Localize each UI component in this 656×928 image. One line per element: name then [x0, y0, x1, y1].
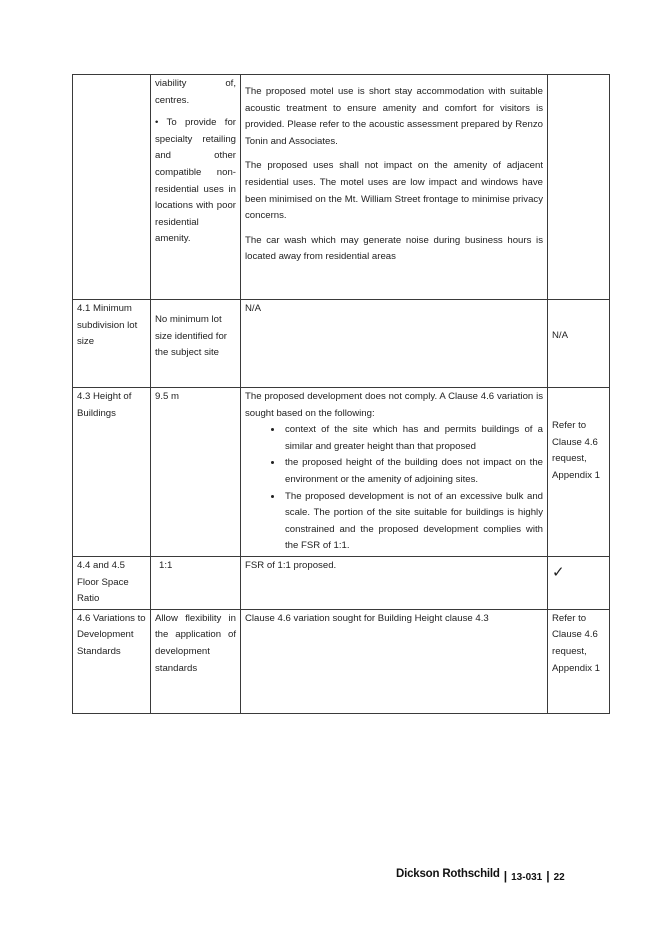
requirement-bullet: • To provide for specialty retailing and other compatible non-residential uses in locations with poor residential amenity.: [155, 117, 236, 245]
footer-separator: |: [503, 869, 508, 883]
requirement-text: viability of, centres.: [155, 78, 236, 106]
list-item: • the proposed height of the building does not impact on the environment or the amenity of adjoining sites.: [283, 455, 543, 488]
proposal-cell: [241, 388, 548, 557]
proposal-intro: The proposed development does not comply. A Clause 4.6 variation is sought based on the following:: [245, 391, 543, 419]
table-row: [73, 556, 610, 609]
proposal-cell: [241, 75, 548, 300]
proposal-cell: Clause 4.6 variation sought for Building Height clause 4.3: [241, 609, 548, 713]
clause-cell: 4.1 Minimum subdivision lot size: [73, 300, 151, 388]
company-name: Dickson Rothschild: [396, 868, 500, 880]
clause-cell: 4.6 Variations to Development Standards: [73, 609, 151, 713]
compliance-cell: Refer to Clause 4.6 request, Appendix 1: [548, 609, 610, 713]
clause-cell: 4.4 and 4.5 Floor Space Ratio: [73, 556, 151, 609]
check-mark-icon: ✓: [552, 562, 565, 581]
compliance-cell: [548, 75, 610, 300]
proposal-paragraph: The proposed motel use is short stay accommodation with suitable acoustic treatment to ensure amenity and comfort for visitors is provided. Please refer to the acoustic assessment prepared by Renzo Tonin and Associates.: [245, 86, 543, 147]
compliance-table: [72, 74, 610, 714]
requirement-cell: [151, 75, 241, 300]
proposal-bullet-list: [245, 422, 543, 555]
table-row: [73, 609, 610, 713]
clause-cell: 4.3 Height of Buildings: [73, 388, 151, 557]
proposal-paragraph: The proposed uses shall not impact on the amenity of adjacent residential uses. The motel uses are low impact and windows have been minimised on the Mt. William Street frontage to minimise privacy concerns.: [245, 160, 543, 222]
requirement-cell: No minimum lot size identified for the subject site: [151, 300, 241, 388]
compliance-cell: N/A: [548, 300, 610, 388]
list-item: • context of the site which has and permits buildings of a similar and greater height than that proposed: [283, 422, 543, 455]
requirement-cell: 9.5 m: [151, 388, 241, 557]
page-footer: [396, 866, 565, 883]
table-row: [73, 75, 610, 300]
compliance-cell: [548, 556, 610, 609]
footer-separator: |: [546, 869, 550, 883]
list-item: • The proposed development is not of an excessive bulk and scale. The portion of the site suitable for buildings is highly constrained and the proposed development complies with the FSR of 1:1.: [283, 489, 543, 555]
requirement-cell: Allow flexibility in the application of development standards: [151, 609, 241, 713]
proposal-cell: FSR of 1:1 proposed.: [241, 556, 548, 609]
proposal-paragraph: The car wash which may generate noise during business hours is located away from residential areas: [245, 234, 543, 263]
proposal-cell: N/A: [241, 300, 548, 388]
table-row: [73, 300, 610, 388]
compliance-cell: Refer to Clause 4.6 request, Appendix 1: [548, 388, 610, 557]
project-number: 13-031: [511, 872, 543, 883]
page-number: 22: [553, 872, 565, 883]
clause-cell: [73, 75, 151, 300]
requirement-cell: 1:1: [151, 556, 241, 609]
table-row: [73, 388, 610, 557]
